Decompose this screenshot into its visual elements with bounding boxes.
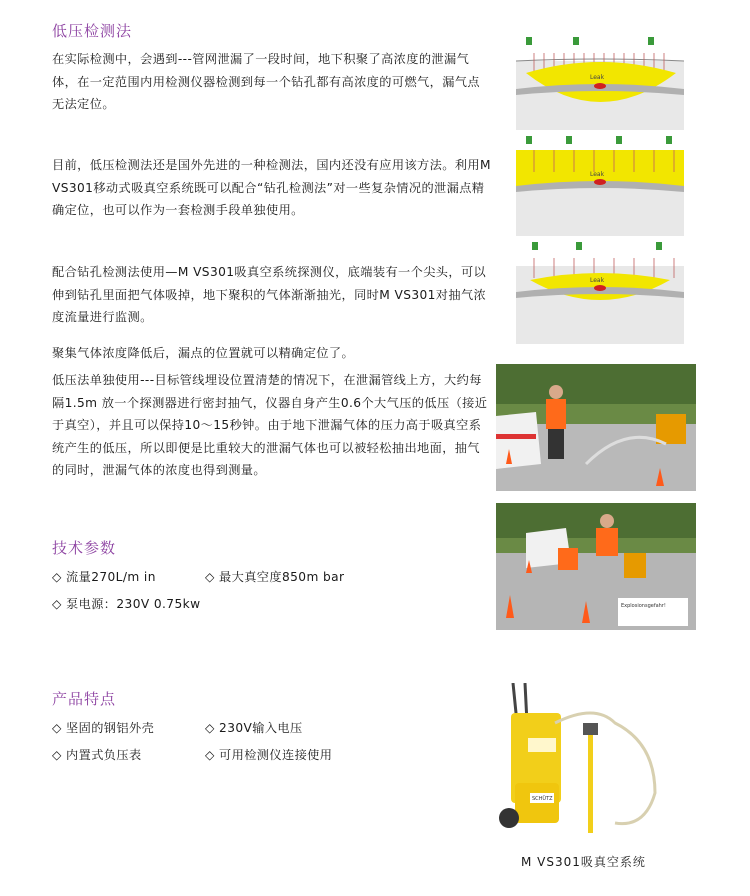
spec-power: ◇ 泵电源：230V 0.75kw [52,597,201,611]
feature-connect: ◇ 可用检测仪连接使用 [205,748,333,762]
leak-diagram-2 [516,130,684,238]
leak-label: Leak [590,171,605,178]
product-image-mvs301 [495,683,670,843]
paragraph-5: 低压法单独使用---目标管线埋设位置清楚的情况下，在泄漏管线上方，大约每隔1.5m 放一个探测器进行密封抽气，仪器自身产生0.6个大气压的低压（接近于真空），并且可以保持10～15秒钟。由于地下泄漏气体的压力高于吸真空系统产生的低压，所以即便是比重较大的泄漏气体也可以被轻松抽出地面，抽气的同时，泄漏气体的浓度也得到测量。 [52,373,488,477]
product-caption: M VS301吸真空系统 [521,855,646,869]
section-heading-low-pressure: 低压检测法 [52,22,133,40]
paragraph-1: 在实际检测中，会遇到---管网泄漏了一段时间，地下积聚了高浓度的泄漏气体，在一定范围内用检测仪器检测到每一个钻孔都有高浓度的可燃气，漏气点无法定位。 [52,52,480,111]
paragraph-2: 目前，低压检测法还是国外先进的一种检测法，国内还没有应用该方法。利用M VS301移动式吸真空系统既可以配合“钻孔检测法”对一些复杂情况的泄漏点精确定位，也可以作为一套检测手段单独使用。 [52,158,491,217]
spec-vacuum: ◇ 最大真空度850m bar [205,570,345,584]
leak-label: Leak [590,74,605,81]
leak-diagram-3 [516,236,684,344]
feature-housing: ◇ 坚固的钢铝外壳 [52,721,155,735]
field-photo-2 [496,503,696,630]
leak-label: Leak [590,277,605,284]
section-heading-features: 产品特点 [52,690,117,708]
warning-sign-text: Explosionsgefahr! [621,603,666,609]
section-heading-specs: 技术参数 [52,539,117,557]
feature-voltage: ◇ 230V输入电压 [205,721,303,735]
field-photo-1 [496,364,696,491]
paragraph-4: 聚集气体浓度降低后，漏点的位置就可以精确定位了。 [52,346,355,360]
leak-diagram-1 [516,31,684,139]
feature-gauge: ◇ 内置式负压表 [52,748,142,762]
paragraph-3: 配合钻孔检测法使用—M VS301吸真空系统探测仪，底端装有一个尖头，可以伸到钻孔里面把气体吸掉，地下聚积的气体渐渐抽光，同时M VS301对抽气浓度流量进行监测。 [52,265,487,324]
spec-flow: ◇ 流量270L/m in [52,570,156,584]
brand-label: SCHÜTZ [532,796,553,802]
